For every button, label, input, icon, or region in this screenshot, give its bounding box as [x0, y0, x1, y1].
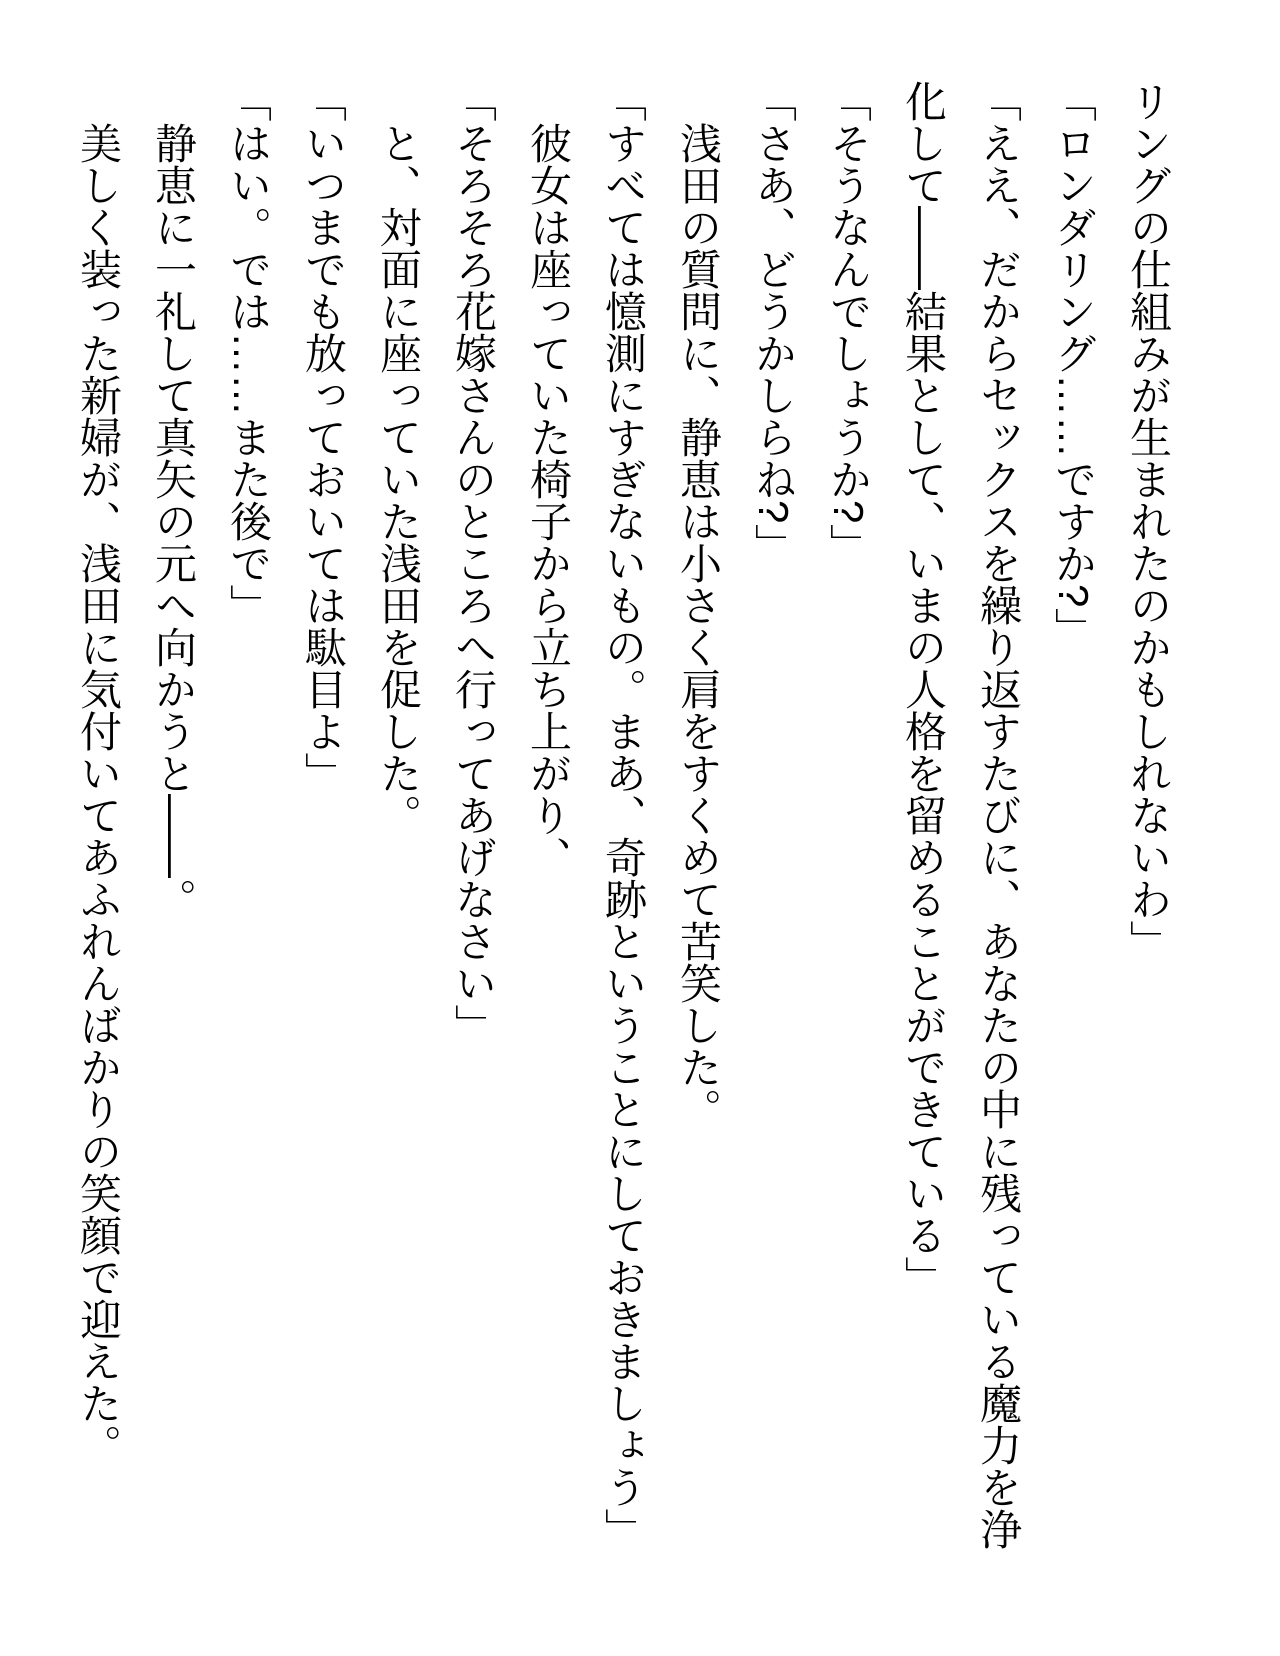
novel-line: 「さあ、どうかしらね?」: [750, 80, 797, 566]
novel-line: 「すべては憶測にすぎないもの。まあ、奇跡ということにしておきましょう」: [600, 80, 647, 1550]
novel-line: 「いつまでも放っておいては駄目よ」: [300, 80, 347, 794]
novel-line: 彼女は座っていた椅子から立ち上がり、: [525, 80, 572, 878]
novel-line: 静恵に一礼して真矢の元へ向かうと――。: [150, 80, 197, 920]
novel-line: 「はい。では……また後で」: [225, 80, 272, 626]
novel-line: 「そうなんでしょうか?」: [825, 80, 872, 566]
novel-line: 「ええ、だからセックスを繰り返すたびに、あなたの中に残っている魔力を浄化して――結果として、いまの人格を留めることができている」: [900, 80, 1022, 1550]
novel-line: リングの仕組みが生まれたのかもしれないわ」: [1125, 80, 1172, 962]
novel-line: と、対面に座っていた浅田を促した。: [375, 80, 422, 836]
novel-line: 浅田の質問に、静恵は小さく肩をすくめて苦笑した。: [675, 80, 722, 1130]
novel-line: 美しく装った新婦が、浅田に気付いてあふれんばかりの笑顔で迎えた。: [75, 80, 122, 1466]
novel-line: 「ロンダリング……ですか?」: [1050, 80, 1097, 650]
novel-line: 「そろそろ花嫁さんのところへ行ってあげなさい」: [450, 80, 497, 1046]
